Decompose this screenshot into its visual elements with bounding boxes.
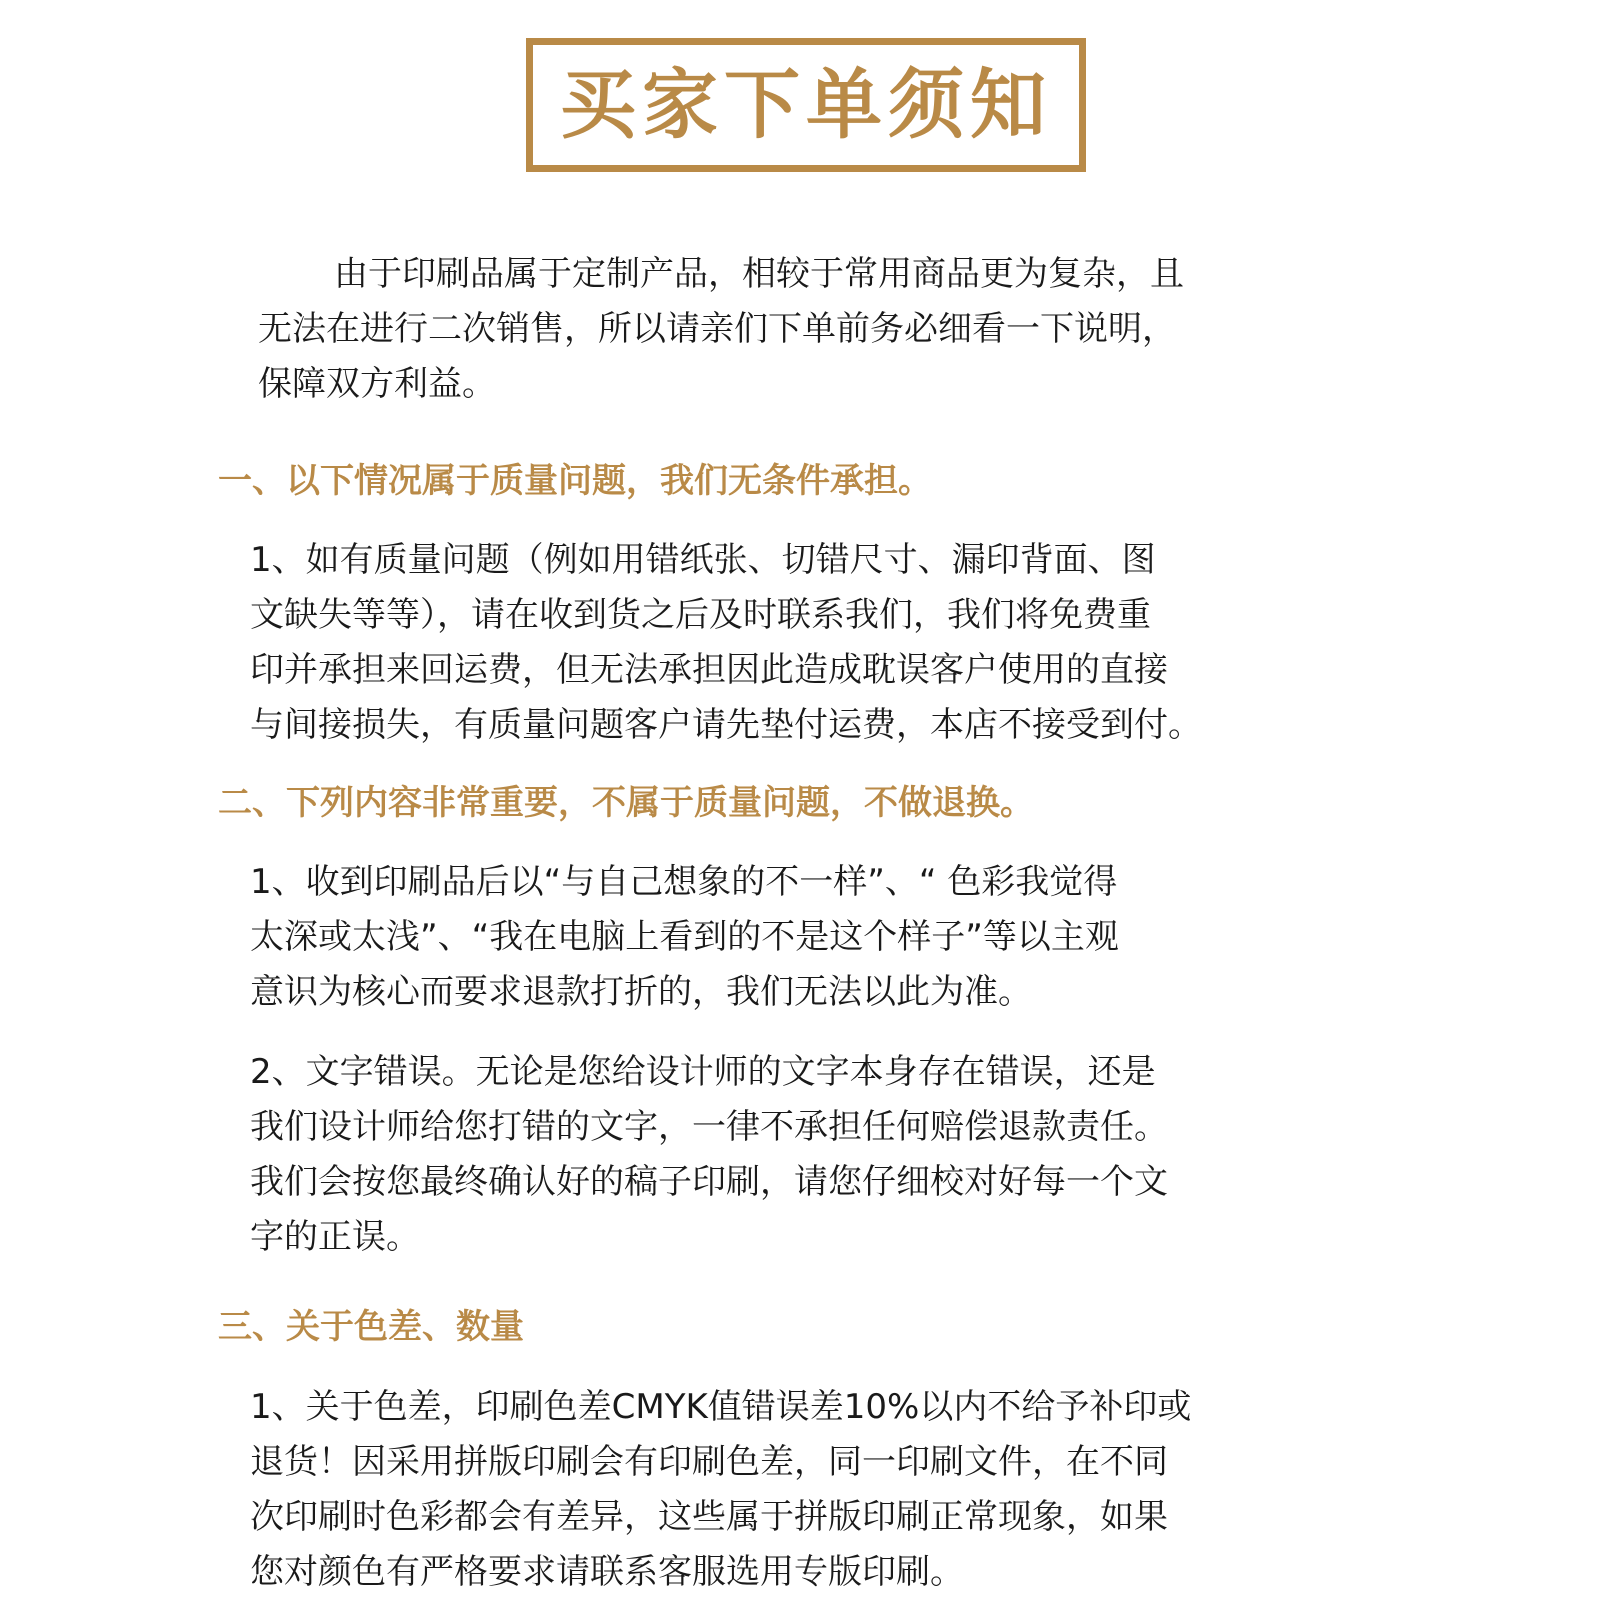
section-heading-3: 三、关于色差、数量 [218,1307,524,1347]
paragraph-line: 2、文字错误。无论是您给设计师的文字本身存在错误，还是 [250,1052,1156,1092]
page-title: 买家下单须知 [560,60,1052,149]
intro-line: 由于印刷品属于定制产品，相较于常用商品更为复杂，且 [334,254,1184,294]
paragraph-line: 我们设计师给您打错的文字，一律不承担任何赔偿退款责任。 [250,1107,1168,1147]
paragraph-line: 我们会按您最终确认好的稿子印刷，请您仔细校对好每一个文 [250,1162,1168,1202]
section-heading-1: 一、以下情况属于质量问题，我们无条件承担。 [218,461,932,501]
paragraph-line: 太深或太浅”、“我在电脑上看到的不是这个样子”等以主观 [250,917,1119,957]
paragraph-line: 与间接损失，有质量问题客户请先垫付运费，本店不接受到付。 [250,705,1202,745]
paragraph-line: 1、如有质量问题（例如用错纸张、切错尺寸、漏印背面、图 [250,540,1156,580]
paragraph-line: 次印刷时色彩都会有差异，这些属于拼版印刷正常现象，如果 [250,1497,1168,1537]
intro-line: 无法在进行二次销售，所以请亲们下单前务必细看一下说明， [258,309,1176,349]
paragraph-line: 您对颜色有严格要求请联系客服选用专版印刷。 [250,1552,964,1592]
title-frame [526,38,1086,172]
paragraph-line: 1、收到印刷品后以“与自己想象的不一样”、“ 色彩我觉得 [250,862,1118,902]
section-heading-2: 二、下列内容非常重要，不属于质量问题，不做退换。 [218,783,1034,823]
paragraph-line: 字的正误。 [250,1217,420,1257]
paragraph-line: 退货！因采用拼版印刷会有印刷色差，同一印刷文件，在不同 [250,1442,1168,1482]
section-1-paragraph-1 [250,533,1202,753]
section-2-paragraph-2 [250,1045,1168,1265]
paragraph-line: 印并承担来回运费，但无法承担因此造成耽误客户使用的直接 [250,650,1168,690]
paragraph-line: 意识为核心而要求退款打折的，我们无法以此为准。 [250,972,1032,1012]
intro-paragraph [258,247,1184,412]
paragraph-line: 1、关于色差，印刷色差CMYK值错误差10%以内不给予补印或 [250,1387,1192,1427]
intro-line: 保障双方利益。 [258,364,496,404]
paragraph-line: 文缺失等等），请在收到货之后及时联系我们，我们将免费重 [250,595,1151,635]
section-2-paragraph-1 [250,855,1119,1020]
section-3-paragraph-1 [250,1380,1191,1600]
